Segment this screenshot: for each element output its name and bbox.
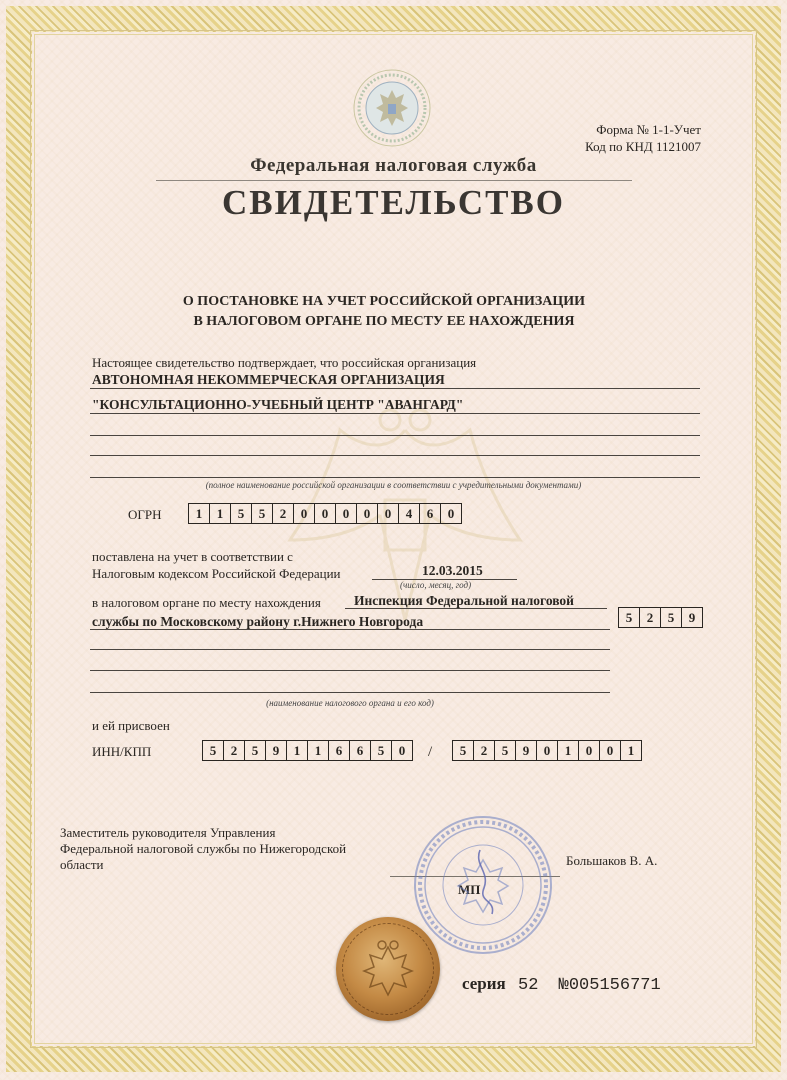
series-label: серия <box>462 974 506 993</box>
kpp-digit-box: 0 <box>600 741 621 760</box>
ogrn-digit-box: 5 <box>231 504 252 523</box>
inn-digit-box: 9 <box>266 741 287 760</box>
number-prefix: № <box>558 976 569 995</box>
agency-name: Федеральная налоговая служба <box>250 155 537 176</box>
authority-code-digit-box: 2 <box>640 608 661 627</box>
org-name-caption: (полное наименование российской организации в соответствии с учредительными документами) <box>205 480 582 490</box>
authority-intro: в налоговом органе по месту нахождения <box>92 595 321 610</box>
ogrn-digit-box: 1 <box>210 504 231 523</box>
ogrn-digit-box: 0 <box>336 504 357 523</box>
ogrn-digit-box: 0 <box>315 504 336 523</box>
knd-code: Код по КНД 1121007 <box>585 139 701 154</box>
series-value: 52 <box>518 976 539 995</box>
kpp-digit-box: 5 <box>453 741 474 760</box>
inn-digit-box: 1 <box>287 741 308 760</box>
authority-caption: (наименование налогового органа и его код) <box>266 698 434 708</box>
ogrn-digit-box: 1 <box>189 504 210 523</box>
registration-line-1: поставлена на учет в соответствии с <box>92 549 293 564</box>
ogrn-digit-box: 0 <box>294 504 315 523</box>
inn-digit-box: 5 <box>203 741 224 760</box>
date-caption: (число, месяц, год) <box>400 580 472 590</box>
kpp-boxes <box>452 740 642 761</box>
authority-code-digit-box: 5 <box>619 608 640 627</box>
ogrn-digit-box: 0 <box>447 506 455 521</box>
inn-digit-box: 6 <box>329 741 350 760</box>
state-emblem-icon <box>352 68 432 148</box>
registration-date: 12.03.2015 <box>422 563 483 578</box>
form-number: Форма № 1-1-Учет <box>596 122 701 137</box>
kpp-digit-box: 0 <box>537 741 558 760</box>
ogrn-boxes <box>188 503 462 524</box>
registration-line-2: Налоговым кодексом Российской Федерации <box>92 566 341 581</box>
signatory-name: Большаков В. А. <box>566 853 658 868</box>
eagle-seal-icon <box>336 917 440 1021</box>
authority-code-digit-box: 5 <box>661 608 682 627</box>
ogrn-digit-box: 5 <box>252 504 273 523</box>
ogrn-digit-box: 0 <box>357 504 378 523</box>
kpp-digit-box: 0 <box>579 741 600 760</box>
authority-line-2: службы по Московскому району г.Нижнего Новгорода <box>92 614 424 629</box>
inn-digit-box: 2 <box>224 741 245 760</box>
inn-digit-box: 6 <box>350 741 371 760</box>
inn-boxes <box>202 740 413 761</box>
kpp-digit-box: 5 <box>495 741 516 760</box>
subtitle-line-2: В НАЛОГОВОМ ОРГАНЕ ПО МЕСТУ ЕЕ НАХОЖДЕНИЯ <box>193 314 575 329</box>
ogrn-digit-box: 0 <box>378 504 399 523</box>
document-title: СВИДЕТЕЛЬСТВО <box>221 183 566 222</box>
inn-kpp-label: ИНН/КПП <box>92 744 152 759</box>
signatory-line-3: области <box>60 857 104 872</box>
inn-digit-box: 5 <box>371 741 392 760</box>
authority-code-digit-box: 9 <box>688 610 696 625</box>
assigned-text: и ей присвоен <box>92 718 170 733</box>
signatory-line-2: Федеральной налоговой службы по Нижегородской <box>60 841 347 856</box>
ogrn-label: ОГРН <box>128 507 162 522</box>
authority-code-boxes <box>618 607 703 628</box>
org-name-line-1: АВТОНОМНАЯ НЕКОММЕРЧЕСКАЯ ОРГАНИЗАЦИЯ <box>92 372 445 387</box>
inn-kpp-separator: / <box>428 744 433 760</box>
certificate-number: 005156771 <box>568 976 661 995</box>
kpp-digit-box: 2 <box>474 741 495 760</box>
signatory-line-1: Заместитель руководителя Управления <box>60 825 276 840</box>
ogrn-digit-box: 6 <box>420 504 441 523</box>
kpp-digit-box: 1 <box>558 741 579 760</box>
subtitle-line-1: О ПОСТАНОВКЕ НА УЧЕТ РОССИЙСКОЙ ОРГАНИЗАЦИИ <box>182 294 586 309</box>
kpp-digit-box: 1 <box>627 743 635 758</box>
gold-seal <box>336 917 440 1021</box>
intro-text: Настоящее свидетельство подтверждает, что российская организация <box>92 355 477 370</box>
stamp-place: МП <box>458 882 481 897</box>
ogrn-digit-box: 4 <box>399 504 420 523</box>
inn-digit-box: 0 <box>398 743 406 758</box>
ogrn-digit-box: 2 <box>273 504 294 523</box>
kpp-digit-box: 9 <box>516 741 537 760</box>
authority-line-1: Инспекция Федеральной налоговой <box>354 593 574 608</box>
inn-digit-box: 1 <box>308 741 329 760</box>
org-name-line-2: "КОНСУЛЬТАЦИОННО-УЧЕБНЫЙ ЦЕНТР "АВАНГАРД" <box>92 397 464 412</box>
inn-digit-box: 5 <box>245 741 266 760</box>
